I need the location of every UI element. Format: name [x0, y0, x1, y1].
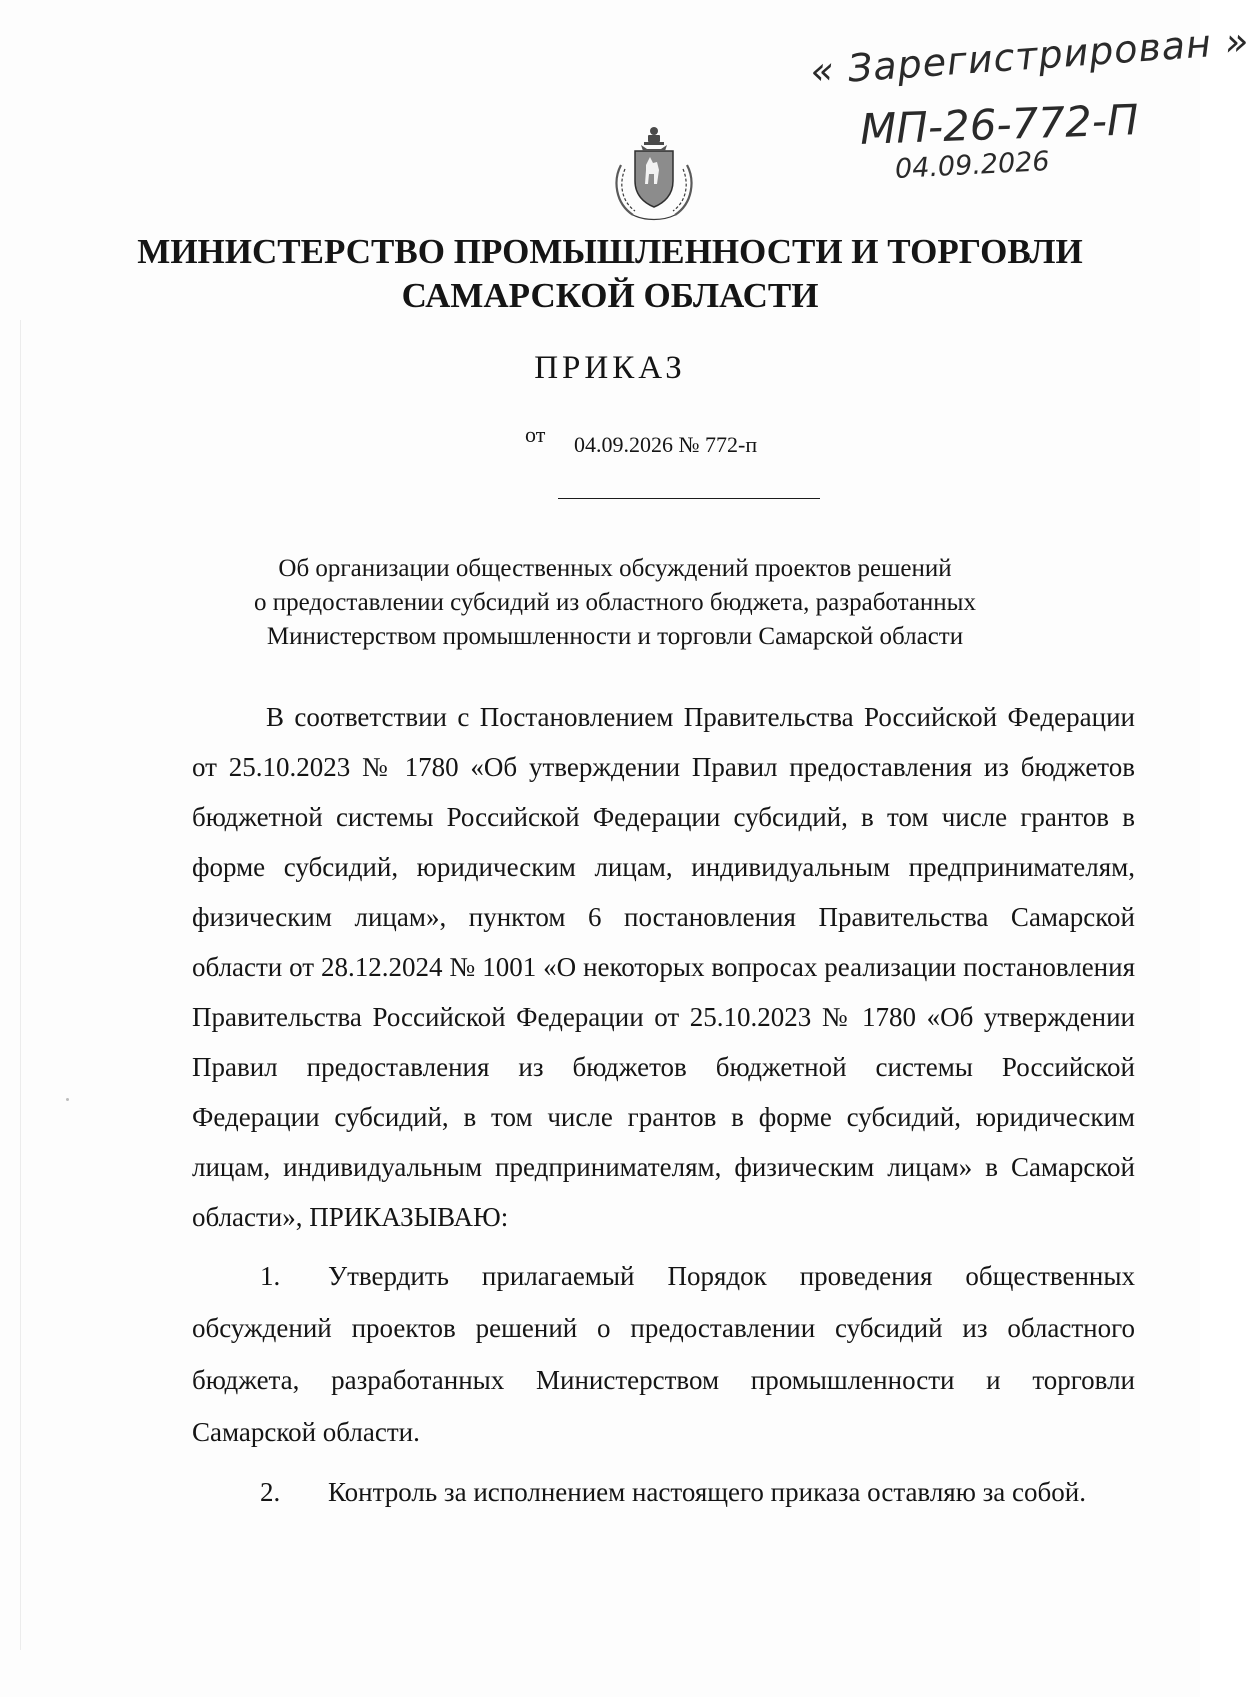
registration-handwritten-note [780, 18, 1251, 193]
order-item [192, 1250, 1135, 1458]
scan-edge-mark [20, 320, 21, 1650]
date-underline [558, 498, 820, 499]
document-subject [140, 552, 1090, 654]
ministry-title-line-1: МИНИСТЕРСТВО ПРОМЫШЛЕННОСТИ И ТОРГОВЛИ [137, 232, 1083, 271]
order-item [192, 1466, 1135, 1518]
order-word: ПРИКАЗЫВАЮ: [309, 1202, 509, 1232]
subject-line-1: Об организации общественных обсуждений проектов решений [278, 555, 952, 582]
samara-region-coat-of-arms-icon [611, 125, 697, 221]
subject-line-2: о предоставлении субсидий из областного бюджета, разработанных [254, 589, 976, 616]
order-item-text: Утвердить прилагаемый Порядок проведения общественных обсуждений проектов решений о предоставлении субсидий из областного бюджета, разработанных Министерством промышленности и торговли Самарской области. [192, 1261, 1135, 1447]
order-item-number: 2. [260, 1477, 281, 1507]
ministry-title [110, 230, 1110, 318]
order-item-number: 1. [260, 1261, 281, 1291]
document-type-title: ПРИКАЗ [534, 350, 686, 386]
registration-note-line-1: « Зарегистрирован » [809, 18, 1251, 94]
subject-line-3: Министерством промышленности и торговли Самарской области [266, 623, 964, 650]
registration-note-line-2: МП-26-772-П [859, 95, 1140, 154]
order-item-text: Контроль за исполнением настоящего приказа оставляю за собой. [328, 1477, 1086, 1507]
intro-text: В соответствии с Постановлением Правительства Российской Федерации от 25.10.2023 № 1780 «Об утверждении Правил предоставления из бюджетов бюджетной системы Российской Федерации субсидий, в том числе грантов в форме субсидий, юридическим лицам, индивидуальным предпринимателям, физическим лицам», пунктом 6 постановления Правительства Самарской области от 28.12.2024 № 1001 «О некоторых вопросах реализации постановления Правительства Российской Федерации от 25.10.2023 № 1780 «Об утверждении Правил предоставления из бюджетов бюджетной системы Российской Федерации субсидий, в том числе грантов в форме субсидий, юридическим лицам, индивидуальным предпринимателям, физическим лицам» в Самарской области», [192, 702, 1135, 1232]
ministry-title-line-2: САМАРСКОЙ ОБЛАСТИ [401, 276, 819, 315]
order-date-row [0, 422, 1200, 482]
document-body [192, 692, 1135, 1518]
date-prefix: от [525, 422, 546, 447]
order-date-number: 04.09.2026 № 772-п [574, 432, 758, 457]
registration-note-line-3: 04.09.2026 [894, 145, 1051, 186]
intro-paragraph [192, 692, 1135, 1242]
scan-dust-mark [66, 1098, 69, 1101]
